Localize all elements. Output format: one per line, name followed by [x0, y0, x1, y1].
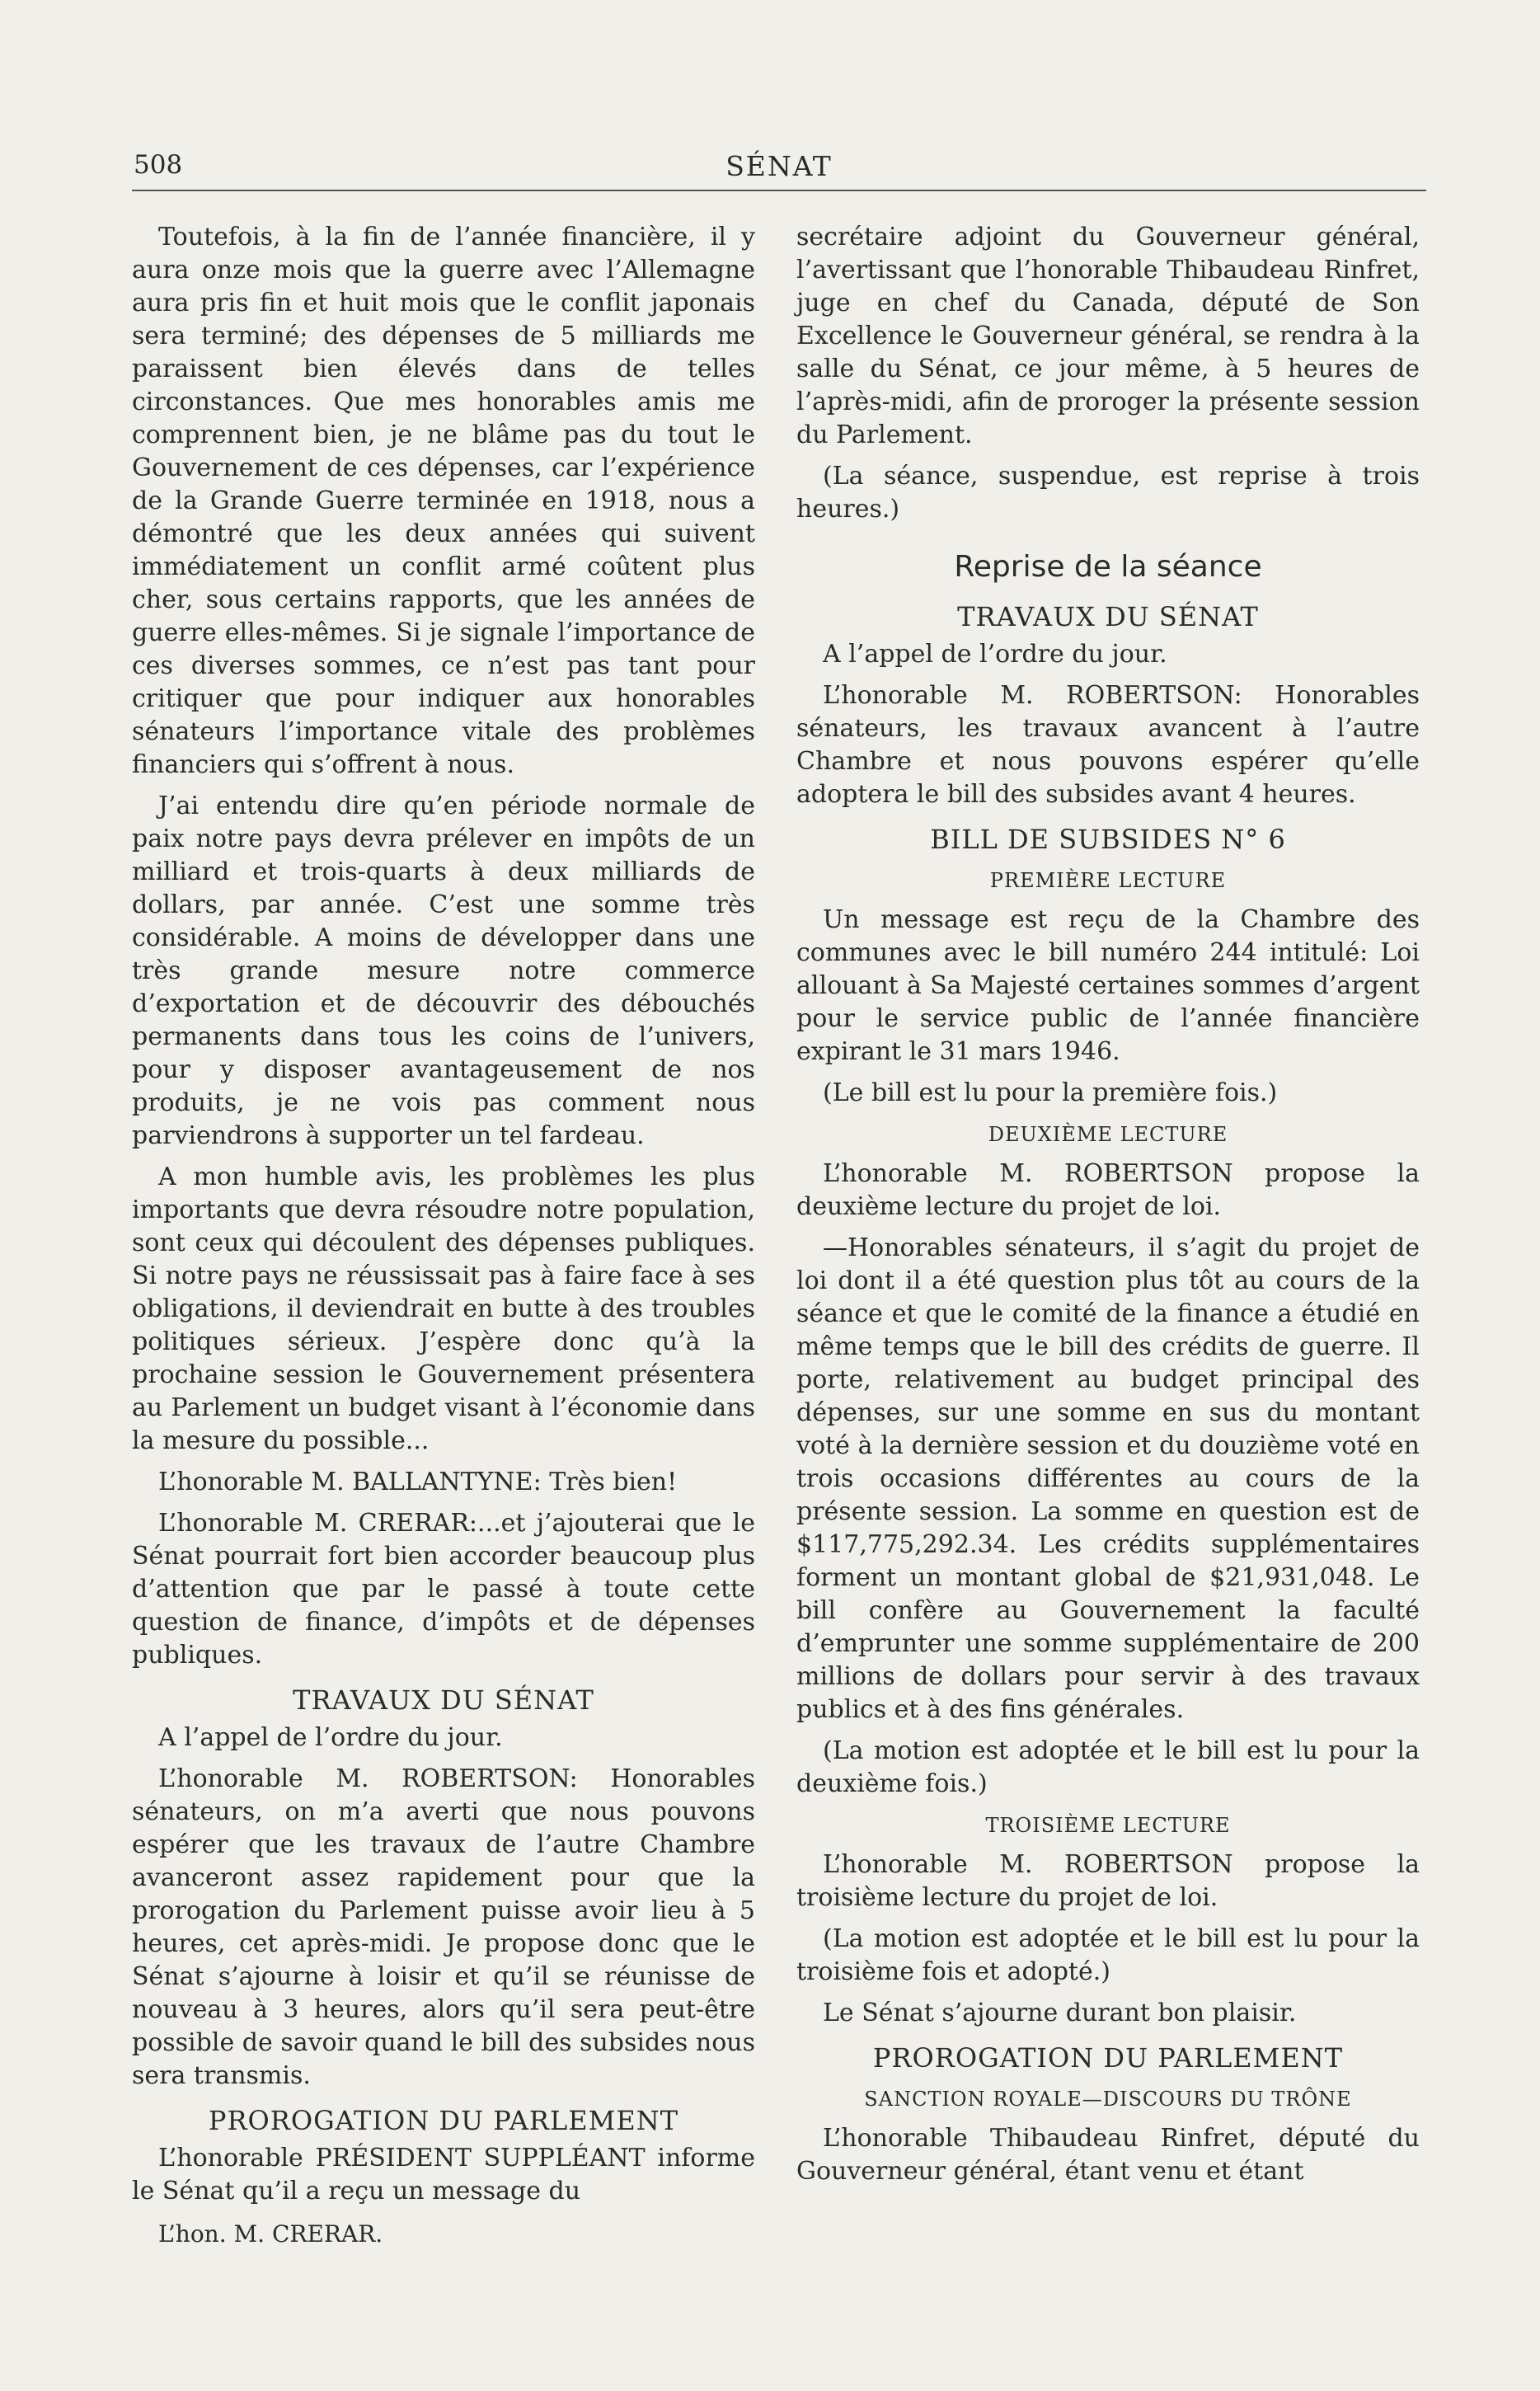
paragraph: Un message est reçu de la Chambre des communes avec le bill numéro 244 intitulé: Loi allouant à Sa Majesté certaines sommes d’argent pour le service public de l’année financière expirant le 31 mars 1946. [796, 905, 1420, 1066]
paragraph: L’honorable Thibaudeau Rinfret, député du Gouverneur général, étant venu et étant [796, 2124, 1420, 2186]
paragraph: J’ai entendu dire qu’en période normale de paix notre pays devra prélever en impôts de un milliard et trois-quarts à deux milliards de dollars, par année. C’est une somme très considérable. A moins de développer dans une très grande mesure notre commerce d’exportation et de découvrir des débouchés permanents dans tous les coins de l’univers, pour y disposer avantageusement de nos produits, je ne vois pas comment nous parviendrons à supporter un tel fardeau. [132, 792, 755, 1150]
paragraph: L’honorable M. BALLANTYNE: Très bien! [158, 1468, 678, 1496]
section-heading: PROROGATION DU PARLEMENT [872, 2042, 1344, 2074]
section-heading: Reprise de la séance [954, 550, 1262, 584]
running-title: SÉNAT [725, 150, 833, 182]
section-heading: BILL DE SUBSIDES N° 6 [930, 824, 1286, 855]
paragraph: L’honorable M. CRERAR:...et j’ajouterai que le Sénat pourrait fort bien accorder beaucoup plus d’attention que par le passé à toute cette question de finance, d’impôts et de dépenses publiques. [132, 1509, 755, 1670]
paragraph: A mon humble avis, les problèmes les plus importants que devra résoudre notre population, sont ceux qui découlent des dépenses publiques. Si notre pays ne réussissait pas à faire face à ses obligations, il deviendrait en butte à des troubles politiques sérieux. J’espère donc qu’à la prochaine session le Gouvernement présentera au Parlement un budget visant à l’économie dans la mesure du possible... [132, 1163, 755, 1455]
page-attribution: L’hon. M. CRERAR. [158, 2220, 383, 2248]
paragraph: (La séance, suspendue, est reprise à trois heures.) [796, 462, 1420, 524]
paragraph: (Le bill est lu pour la première fois.) [823, 1078, 1278, 1107]
section-heading: TRAVAUX DU SÉNAT [957, 601, 1259, 632]
right-column [796, 221, 1420, 2196]
subsection-heading: SANCTION ROYALE—DISCOURS DU TRÔNE [864, 2088, 1352, 2111]
section-heading: PROROGATION DU PARLEMENT [208, 2105, 679, 2136]
left-column [132, 221, 755, 2251]
paragraph: L’honorable M. ROBERTSON: Honorables sénateurs, on m’a averti que nous pouvons espérer que les travaux de l’autre Chambre avanceront assez rapidement pour que la prorogation du Parlement puisse avoir lieu à 5 heures, cet après-midi. Je propose donc que le Sénat s’ajourne à loisir et qu’il se réunisse de nouveau à 3 heures, alors qu’il sera peut-être possible de savoir quand le bill des subsides nous sera transmis. [132, 1764, 755, 2090]
paragraph: (La motion est adoptée et le bill est lu pour la troisième fois et adopté.) [796, 1924, 1420, 1986]
paragraph: —Honorables sénateurs, il s’agit du projet de loi dont il a été question plus tôt au cours de la séance et que le comité de la finance a étudié en même temps que le bill des crédits de guerre. Il porte, relativement au budget principal des dépenses, sur une somme en sus du montant voté à la dernière session et du douzième voté en trois occasions différentes au cours de la présente session. La somme en question est de $117,775,292.34. Les crédits supplémentaires forment un montant global de $21,931,048. Le bill confère au Gouvernement la faculté d’emprunter une somme supplémentaire de 200 millions de dollars pour servir à des travaux publics et à des fins générales. [796, 1233, 1420, 1724]
paragraph: L’honorable M. ROBERTSON propose la troisième lecture du projet de loi. [796, 1850, 1420, 1912]
page-number: 508 [134, 150, 183, 180]
paragraph: Le Sénat s’ajourne durant bon plaisir. [823, 1999, 1297, 2027]
subsection-heading: TROISIÈME LECTURE [985, 1814, 1231, 1837]
subsection-heading: DEUXIÈME LECTURE [988, 1123, 1228, 1146]
paragraph: A l’appel de l’ordre du jour. [158, 1723, 503, 1752]
section-heading: TRAVAUX DU SÉNAT [293, 1684, 594, 1716]
paragraph: L’honorable M. ROBERTSON propose la deuxième lecture du projet de loi. [796, 1159, 1420, 1221]
paragraph: secrétaire adjoint du Gouverneur général, l’avertissant que l’honorable Thibaudeau Rinfret, juge en chef du Canada, député de Son Excellence le Gouverneur général, se rendra à la salle du Sénat, ce jour même, à 5 heures de l’après-midi, afin de proroger la présente session du Parlement. [796, 223, 1420, 449]
page-header [132, 147, 1426, 191]
paragraph: A l’appel de l’ordre du jour. [823, 640, 1167, 669]
paragraph: (La motion est adoptée et le bill est lu pour la deuxième fois.) [796, 1736, 1420, 1798]
paragraph: Toutefois, à la fin de l’année financière, il y aura onze mois que la guerre avec l’Allemagne aura pris fin et huit mois que le conflit japonais sera terminé; des dépenses de 5 milliards me paraissent bien élevés dans de telles circonstances. Que mes honorables amis me comprennent bien, je ne blâme pas du tout le Gouvernement de ces dépenses, car l’expérience de la Grande Guerre terminée en 1918, nous a démontré que les deux années qui suivent immédiatement un conflit armé coûtent plus cher, sous certains rapports, que les années de guerre elles-mêmes. Si je signale l’importance de ces diverses sommes, ce n’est pas tant pour critiquer que pour indiquer aux honorables sénateurs l’importance vitale des problèmes financiers qui s’offrent à nous. [132, 223, 755, 779]
subsection-heading: PREMIÈRE LECTURE [989, 869, 1227, 892]
paragraph: L’honorable PRÉSIDENT SUPPLÉANT informe le Sénat qu’il a reçu un message du [132, 2144, 755, 2205]
paragraph: L’honorable M. ROBERTSON: Honorables sénateurs, les travaux avancent à l’autre Chambre et nous pouvons espérer qu’elle adoptera le bill des subsides avant 4 heures. [796, 681, 1420, 809]
